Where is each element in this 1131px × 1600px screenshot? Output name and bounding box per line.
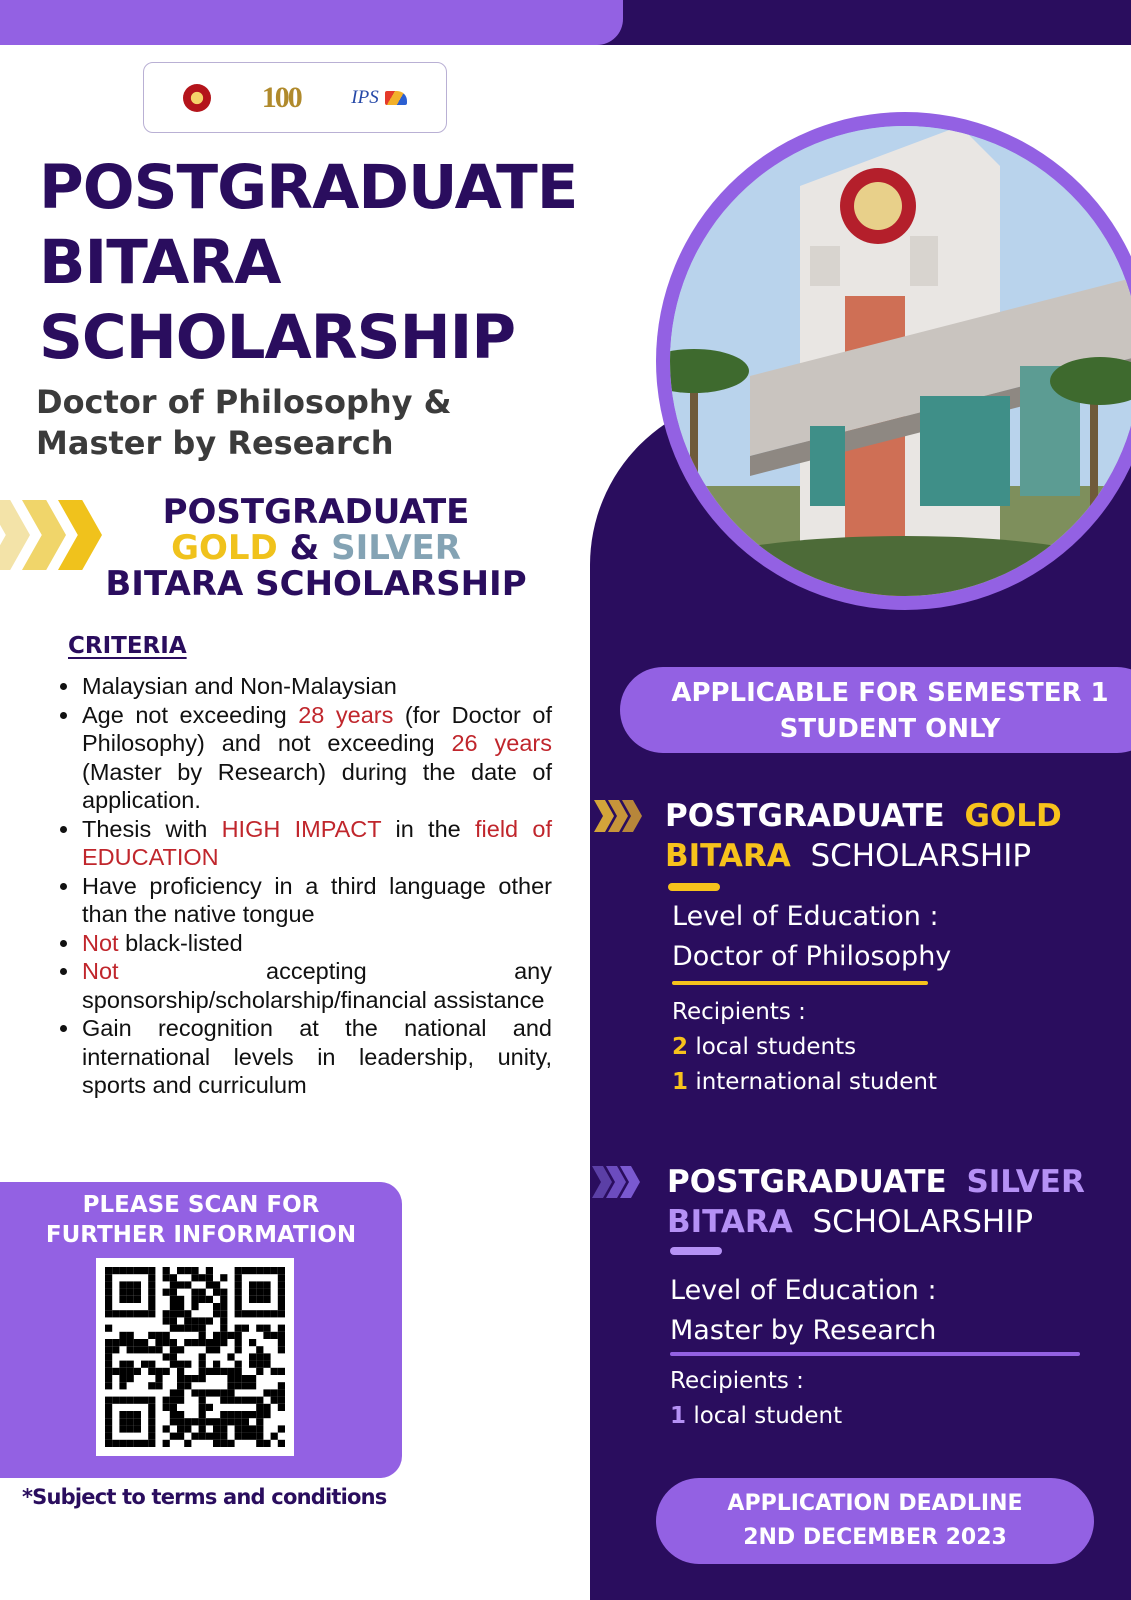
criteria-highlight: Not [82,958,119,984]
criteria-item [82,701,552,815]
deadline-notice [656,1478,1094,1564]
title-line: SCHOLARSHIP [39,302,516,373]
silver-underline [670,1352,1080,1356]
silver-title-word: POSTGRADUATE [667,1164,947,1200]
gold-recipients-label: Recipients : [672,999,806,1025]
gold-chevron-icon [594,800,642,832]
title-line: BITARA [39,227,281,298]
criteria-text: Age not exceeding [82,701,299,728]
gold-title-gold: GOLD [964,798,1062,834]
silver-chevron-icon [592,1166,640,1198]
amp-word: & [277,528,332,568]
semester-notice [620,667,1131,753]
criteria-text: Gain recognition at the national and international levels in leadership, unity, sports and curriculum [82,1015,552,1098]
subtitle-line: Master by Research [36,424,394,462]
ips-logo-mark: IPS [351,86,379,108]
criteria-text: accepting any sponsorship/scholarship/financial assistance [82,958,552,1013]
upsi-logo [183,84,211,112]
criteria-text: black-listed [118,929,243,956]
page-subtitle [36,382,452,464]
centenary-logo-mark: 100 [261,80,301,114]
silver-recipients-label: Recipients : [670,1368,804,1394]
deadline-line2: 2ND DECEMBER 2023 [743,1525,1007,1550]
gold-word: GOLD [171,528,278,568]
top-bar-accent [0,0,623,45]
gold-recipient-text: local students [688,1034,857,1060]
semester-line1: APPLICABLE FOR SEMESTER 1 [671,678,1109,708]
criteria-highlight: Not [82,929,119,956]
book-icon [385,91,407,105]
gold-title-word: POSTGRADUATE [665,798,945,834]
silver-dash [670,1247,722,1255]
gold-level-label: Level of Education : [672,901,939,932]
gs-line2 [90,530,542,566]
gold-level [672,897,951,977]
criteria-text: (Master by Research) during the date of application. [82,758,552,813]
silver-scholarship-title [667,1162,1085,1242]
gold-recipients [672,995,937,1100]
silver-word: SILVER [331,528,461,568]
silver-recipient-num: 1 [670,1403,687,1429]
campus-building-photo [670,126,1131,596]
silver-title-silver: SILVER [966,1164,1085,1200]
scan-line2: FURTHER INFORMATION [45,1222,357,1248]
criteria-item [82,957,552,1014]
silver-level [670,1271,937,1351]
silver-title-scholarship: SCHOLARSHIP [812,1204,1034,1240]
scan-instruction [0,1190,402,1250]
silver-level-label: Level of Education : [670,1275,937,1306]
centenary-logo [262,81,301,115]
gold-silver-heading [90,494,542,602]
silver-level-value: Master by Research [670,1315,937,1346]
criteria-heading: CRITERIA [68,633,187,659]
logo-strip [143,62,447,133]
criteria-text: (for Doctor of Philosophy) and not exceeding [82,701,552,756]
ips-logo [351,87,406,109]
criteria-highlight: HIGH IMPACT [221,815,382,842]
deadline-line1: APPLICATION DEADLINE [727,1491,1023,1516]
criteria-text: Thesis with [82,815,222,842]
title-line: POSTGRADUATE [39,152,578,223]
criteria-highlight: 26 years [451,730,553,756]
gs-line3: BITARA SCHOLARSHIP [105,564,527,604]
gold-recipient-num: 2 [672,1034,689,1060]
criteria-highlight: 28 years [298,701,394,728]
terms-note: *Subject to terms and conditions [22,1485,387,1509]
criteria-item [82,672,552,701]
gold-recipient-row [672,1030,937,1065]
gold-title-scholarship: SCHOLARSHIP [810,838,1032,874]
upsi-seal-icon [183,84,211,112]
gs-line1: POSTGRADUATE [162,492,470,532]
qr-code-icon[interactable] [96,1258,294,1456]
gold-scholarship-title [665,796,1062,876]
silver-recipient-text: local student [686,1403,843,1429]
gold-recipient-text: international student [688,1069,937,1095]
gold-recipient-num: 1 [672,1069,689,1095]
subtitle-line: Doctor of Philosophy & [36,383,452,421]
chevron-arrows-icon [0,500,102,570]
page-title [39,150,577,375]
gold-underline [672,981,928,985]
criteria-item [82,929,552,958]
criteria-text: in the [381,815,475,842]
criteria-text: Malaysian and Non-Malaysian [82,673,397,699]
criteria-highlight: field of EDUCATION [82,815,552,870]
silver-recipient-row [670,1399,842,1434]
semester-line2: STUDENT ONLY [779,714,1001,744]
criteria-text: Have proficiency in a third language other than the native tongue [82,872,552,927]
criteria-list [58,672,552,1100]
gold-recipient-row [672,1065,937,1100]
gold-dash [668,883,720,891]
criteria-item [82,1014,552,1100]
gold-level-value: Doctor of Philosophy [672,941,952,972]
criteria-item [82,815,552,872]
silver-title-bitara: BITARA [667,1204,793,1240]
silver-recipients [670,1364,842,1434]
criteria-item [82,872,552,929]
gold-title-bitara: BITARA [665,838,791,874]
scan-line1: PLEASE SCAN FOR [82,1192,320,1218]
